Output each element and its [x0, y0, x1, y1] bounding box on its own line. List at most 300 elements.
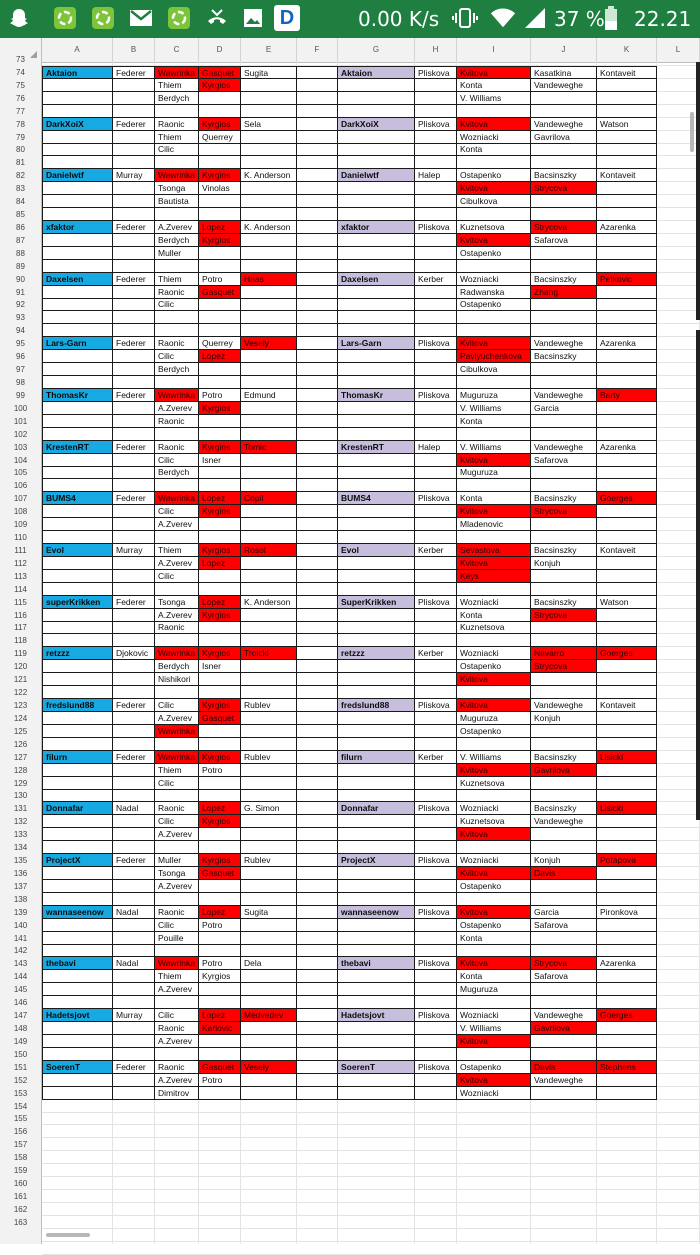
cell-c108[interactable]: Cilic: [155, 505, 199, 518]
cell-c127[interactable]: Wawrinka: [155, 751, 199, 764]
cell-f104[interactable]: [297, 454, 338, 467]
cell-g138[interactable]: [338, 893, 415, 906]
cell-e119[interactable]: Troicki: [241, 647, 297, 660]
cell-e149[interactable]: [241, 1035, 297, 1048]
cell-i135[interactable]: Wozniacki: [457, 854, 531, 867]
cell-b88[interactable]: [113, 247, 155, 260]
cell-b148[interactable]: [113, 1022, 155, 1035]
cell-f79[interactable]: [297, 131, 338, 144]
cell-j153[interactable]: [531, 1087, 597, 1100]
cell-d76[interactable]: [199, 92, 241, 105]
row-header[interactable]: 101: [13, 416, 28, 426]
cell-a126[interactable]: [42, 738, 113, 751]
cell-d104[interactable]: Isner: [199, 454, 241, 467]
cell-g121[interactable]: [338, 673, 415, 686]
cell-i136[interactable]: Kvitova: [457, 867, 531, 880]
cell-g86[interactable]: xfaktor: [338, 221, 415, 234]
cell-a99[interactable]: ThomasKr: [42, 389, 113, 402]
row-header[interactable]: 113: [14, 571, 27, 581]
cell-h146[interactable]: [415, 996, 457, 1009]
cell-c112[interactable]: A.Zverev: [155, 557, 199, 570]
cell-i131[interactable]: Wozniacki: [457, 802, 531, 815]
cell-k136[interactable]: [597, 867, 657, 880]
cell-k101[interactable]: [597, 415, 657, 428]
cell-g118[interactable]: [338, 634, 415, 647]
cell-f85[interactable]: [297, 208, 338, 221]
cell-b98[interactable]: [113, 376, 155, 389]
cell-a103[interactable]: KrestenRT: [42, 441, 113, 454]
row-header[interactable]: 159: [13, 1166, 28, 1176]
cell-j107[interactable]: Bacsinszky: [531, 492, 597, 505]
cell-h114[interactable]: [415, 583, 457, 596]
cell-f109[interactable]: [297, 518, 338, 531]
cell-e83[interactable]: [241, 182, 297, 195]
cell-e152[interactable]: [241, 1074, 297, 1087]
cell-a151[interactable]: SoerenT: [42, 1061, 113, 1074]
cell-e142[interactable]: [241, 944, 297, 957]
row-header[interactable]: 152: [13, 1075, 28, 1085]
cell-a153[interactable]: [42, 1087, 113, 1100]
cell-h76[interactable]: [415, 92, 457, 105]
cell-d126[interactable]: [199, 738, 241, 751]
cell-i120[interactable]: Ostapenko: [457, 660, 531, 673]
row-header[interactable]: 158: [13, 1153, 28, 1163]
cell-g78[interactable]: DarkXoiX: [338, 118, 415, 131]
cell-i121[interactable]: Kvitova: [457, 673, 531, 686]
cell-i90[interactable]: Wozniacki: [457, 273, 531, 286]
cell-b84[interactable]: [113, 195, 155, 208]
cell-a134[interactable]: [42, 841, 113, 854]
cell-d85[interactable]: [199, 208, 241, 221]
cell-j124[interactable]: Konjuh: [531, 712, 597, 725]
row-header[interactable]: 87: [16, 235, 25, 245]
cell-b106[interactable]: [113, 479, 155, 492]
cell-g109[interactable]: [338, 518, 415, 531]
cell-d97[interactable]: [199, 363, 241, 376]
cell-k107[interactable]: Goerges: [597, 492, 657, 505]
cell-j142[interactable]: [531, 944, 597, 957]
cell-g136[interactable]: [338, 867, 415, 880]
cell-h135[interactable]: Pliskova: [415, 854, 457, 867]
row-header[interactable]: 97: [16, 365, 25, 375]
row-header[interactable]: 117: [14, 623, 27, 633]
cell-d144[interactable]: Kyrgios: [199, 970, 241, 983]
cell-j75[interactable]: Vandeweghe: [531, 79, 597, 92]
cell-g91[interactable]: [338, 286, 415, 299]
cell-e85[interactable]: [241, 208, 297, 221]
cell-d142[interactable]: [199, 944, 241, 957]
cell-i122[interactable]: [457, 686, 531, 699]
cell-b94[interactable]: [113, 324, 155, 337]
cell-f93[interactable]: [297, 311, 338, 324]
cell-j146[interactable]: [531, 996, 597, 1009]
cell-c100[interactable]: A.Zverev: [155, 402, 199, 415]
cell-k139[interactable]: Pironkova: [597, 906, 657, 919]
cell-i108[interactable]: Kvitova: [457, 505, 531, 518]
cell-f147[interactable]: [297, 1009, 338, 1022]
cell-j100[interactable]: Garcia: [531, 402, 597, 415]
cell-h123[interactable]: Pliskova: [415, 699, 457, 712]
cell-f113[interactable]: [297, 570, 338, 583]
cell-i124[interactable]: Muguruza: [457, 712, 531, 725]
cell-k84[interactable]: [597, 195, 657, 208]
column-header-b[interactable]: B: [113, 38, 155, 62]
row-header[interactable]: 111: [14, 545, 27, 555]
cell-g119[interactable]: retzzz: [338, 647, 415, 660]
cell-d82[interactable]: Kyrgios: [199, 169, 241, 182]
cell-b126[interactable]: [113, 738, 155, 751]
cell-a95[interactable]: Lars-Garn: [42, 337, 113, 350]
cell-f125[interactable]: [297, 725, 338, 738]
cell-i152[interactable]: Kvitova: [457, 1074, 531, 1087]
cell-g79[interactable]: [338, 131, 415, 144]
cell-f118[interactable]: [297, 634, 338, 647]
cell-c76[interactable]: Berdych: [155, 92, 199, 105]
cell-h86[interactable]: Pliskova: [415, 221, 457, 234]
cell-a132[interactable]: [42, 815, 113, 828]
cell-b137[interactable]: [113, 880, 155, 893]
cell-a127[interactable]: filurn: [42, 751, 113, 764]
cell-b149[interactable]: [113, 1035, 155, 1048]
cell-a76[interactable]: [42, 92, 113, 105]
cell-i128[interactable]: Kvitova: [457, 764, 531, 777]
cell-e102[interactable]: [241, 428, 297, 441]
cell-a145[interactable]: [42, 983, 113, 996]
cell-g82[interactable]: Danielwtf: [338, 169, 415, 182]
cell-b93[interactable]: [113, 311, 155, 324]
cell-f75[interactable]: [297, 79, 338, 92]
cell-j149[interactable]: [531, 1035, 597, 1048]
cell-f82[interactable]: [297, 169, 338, 182]
cell-f107[interactable]: [297, 492, 338, 505]
cell-b143[interactable]: Nadal: [113, 957, 155, 970]
cell-g111[interactable]: Evol: [338, 544, 415, 557]
cell-h78[interactable]: Pliskova: [415, 118, 457, 131]
cell-c125[interactable]: Wawrinka: [155, 725, 199, 738]
cell-j89[interactable]: [531, 260, 597, 273]
cell-i85[interactable]: [457, 208, 531, 221]
cell-g105[interactable]: [338, 466, 415, 479]
cell-i102[interactable]: [457, 428, 531, 441]
cell-i92[interactable]: Ostapenko: [457, 298, 531, 311]
cell-i80[interactable]: Konta: [457, 143, 531, 156]
cell-f96[interactable]: [297, 350, 338, 363]
cell-e79[interactable]: [241, 131, 297, 144]
cell-e153[interactable]: [241, 1087, 297, 1100]
cell-j102[interactable]: [531, 428, 597, 441]
cell-b132[interactable]: [113, 815, 155, 828]
cell-c153[interactable]: Dimitrov: [155, 1087, 199, 1100]
cell-i77[interactable]: [457, 105, 531, 118]
cell-i126[interactable]: [457, 738, 531, 751]
cell-f146[interactable]: [297, 996, 338, 1009]
cell-g83[interactable]: [338, 182, 415, 195]
cell-k122[interactable]: [597, 686, 657, 699]
cell-d79[interactable]: Querrey: [199, 131, 241, 144]
cell-d106[interactable]: [199, 479, 241, 492]
cell-c137[interactable]: A.Zverev: [155, 880, 199, 893]
row-header[interactable]: 162: [13, 1204, 28, 1214]
cell-e86[interactable]: K. Anderson: [241, 221, 297, 234]
cell-c114[interactable]: [155, 583, 199, 596]
cell-c86[interactable]: A.Zverev: [155, 221, 199, 234]
cell-f81[interactable]: [297, 156, 338, 169]
cell-a96[interactable]: [42, 350, 113, 363]
cell-b75[interactable]: [113, 79, 155, 92]
cell-a140[interactable]: [42, 919, 113, 932]
cell-i106[interactable]: [457, 479, 531, 492]
cell-h98[interactable]: [415, 376, 457, 389]
cell-h134[interactable]: [415, 841, 457, 854]
cell-c85[interactable]: [155, 208, 199, 221]
cell-j113[interactable]: [531, 570, 597, 583]
cell-j94[interactable]: [531, 324, 597, 337]
cell-b111[interactable]: Murray: [113, 544, 155, 557]
cell-i79[interactable]: Wozniacki: [457, 131, 531, 144]
cell-e103[interactable]: Tomic: [241, 441, 297, 454]
cell-i153[interactable]: Wozniacki: [457, 1087, 531, 1100]
row-header[interactable]: 81: [16, 158, 25, 168]
cell-j84[interactable]: [531, 195, 597, 208]
cell-g84[interactable]: [338, 195, 415, 208]
cell-a152[interactable]: [42, 1074, 113, 1087]
row-header[interactable]: 99: [16, 390, 25, 400]
cell-j137[interactable]: [531, 880, 597, 893]
row-header[interactable]: 88: [16, 248, 25, 258]
cell-a88[interactable]: [42, 247, 113, 260]
cell-h122[interactable]: [415, 686, 457, 699]
cell-a150[interactable]: [42, 1048, 113, 1061]
row-header[interactable]: 150: [13, 1049, 28, 1059]
cell-c146[interactable]: [155, 996, 199, 1009]
cell-h108[interactable]: [415, 505, 457, 518]
cell-e146[interactable]: [241, 996, 297, 1009]
cell-j104[interactable]: Safarova: [531, 454, 597, 467]
row-header[interactable]: 127: [13, 752, 28, 762]
cell-j138[interactable]: [531, 893, 597, 906]
cell-g99[interactable]: ThomasKr: [338, 389, 415, 402]
cell-j120[interactable]: Strycova: [531, 660, 597, 673]
cell-d131[interactable]: Lopez: [199, 802, 241, 815]
cell-k75[interactable]: [597, 79, 657, 92]
cell-g139[interactable]: wannaseenow: [338, 906, 415, 919]
cell-d111[interactable]: Kyrgios: [199, 544, 241, 557]
cell-h125[interactable]: [415, 725, 457, 738]
cell-j126[interactable]: [531, 738, 597, 751]
cell-d137[interactable]: [199, 880, 241, 893]
cell-d119[interactable]: Kyrgios: [199, 647, 241, 660]
cell-j112[interactable]: Konjuh: [531, 557, 597, 570]
cell-e93[interactable]: [241, 311, 297, 324]
cell-i133[interactable]: Kvitova: [457, 828, 531, 841]
cell-e147[interactable]: Medvedev: [241, 1009, 297, 1022]
cell-a106[interactable]: [42, 479, 113, 492]
column-header-d[interactable]: D: [199, 38, 241, 62]
column-header-l[interactable]: L: [657, 38, 700, 62]
cell-d138[interactable]: [199, 893, 241, 906]
cell-e140[interactable]: [241, 919, 297, 932]
cell-d145[interactable]: [199, 983, 241, 996]
cell-k97[interactable]: [597, 363, 657, 376]
cell-j111[interactable]: Bacsinszky: [531, 544, 597, 557]
cell-d118[interactable]: [199, 634, 241, 647]
cell-e91[interactable]: [241, 286, 297, 299]
cell-h105[interactable]: [415, 466, 457, 479]
row-header[interactable]: 137: [13, 881, 28, 891]
cell-b122[interactable]: [113, 686, 155, 699]
cell-h74[interactable]: Pliskova: [415, 66, 457, 79]
cell-i100[interactable]: V. Williams: [457, 402, 531, 415]
cell-a98[interactable]: [42, 376, 113, 389]
cell-e110[interactable]: [241, 531, 297, 544]
cell-k83[interactable]: [597, 182, 657, 195]
cell-d112[interactable]: Lopez: [199, 557, 241, 570]
cell-e105[interactable]: [241, 466, 297, 479]
cell-f117[interactable]: [297, 621, 338, 634]
cell-g100[interactable]: [338, 402, 415, 415]
cell-g112[interactable]: [338, 557, 415, 570]
cell-h148[interactable]: [415, 1022, 457, 1035]
cell-c89[interactable]: [155, 260, 199, 273]
row-header[interactable]: 96: [16, 352, 25, 362]
cell-c129[interactable]: Cilic: [155, 777, 199, 790]
cell-a125[interactable]: [42, 725, 113, 738]
vertical-scrollbar[interactable]: [690, 112, 694, 152]
cell-k79[interactable]: [597, 131, 657, 144]
cell-j130[interactable]: [531, 789, 597, 802]
cell-f131[interactable]: [297, 802, 338, 815]
cell-f86[interactable]: [297, 221, 338, 234]
row-header[interactable]: 85: [16, 210, 25, 220]
cell-h83[interactable]: [415, 182, 457, 195]
cell-a80[interactable]: [42, 143, 113, 156]
cell-e139[interactable]: Sugita: [241, 906, 297, 919]
cell-g107[interactable]: BUMS4: [338, 492, 415, 505]
cell-e129[interactable]: [241, 777, 297, 790]
cell-j97[interactable]: [531, 363, 597, 376]
cell-e98[interactable]: [241, 376, 297, 389]
column-header-e[interactable]: E: [241, 38, 297, 62]
row-header[interactable]: 145: [13, 985, 28, 995]
cell-j77[interactable]: [531, 105, 597, 118]
cell-g102[interactable]: [338, 428, 415, 441]
cell-k80[interactable]: [597, 143, 657, 156]
cell-b107[interactable]: Federer: [113, 492, 155, 505]
cell-i86[interactable]: Kuznetsova: [457, 221, 531, 234]
cell-f88[interactable]: [297, 247, 338, 260]
cell-d152[interactable]: Potro: [199, 1074, 241, 1087]
cell-f120[interactable]: [297, 660, 338, 673]
cell-i76[interactable]: V. Williams: [457, 92, 531, 105]
row-header[interactable]: 107: [13, 494, 28, 504]
cell-c135[interactable]: Muller: [155, 854, 199, 867]
cell-b97[interactable]: [113, 363, 155, 376]
cell-d109[interactable]: [199, 518, 241, 531]
cell-b131[interactable]: Nadal: [113, 802, 155, 815]
cell-i138[interactable]: [457, 893, 531, 906]
cell-c150[interactable]: [155, 1048, 199, 1061]
cell-i117[interactable]: Kuznetsova: [457, 621, 531, 634]
cell-h153[interactable]: [415, 1087, 457, 1100]
cell-k99[interactable]: Barty: [597, 389, 657, 402]
row-header[interactable]: 163: [13, 1217, 28, 1227]
cell-k90[interactable]: Petkovic: [597, 273, 657, 286]
cell-g85[interactable]: [338, 208, 415, 221]
cell-i125[interactable]: Ostapenko: [457, 725, 531, 738]
cell-h112[interactable]: [415, 557, 457, 570]
row-header[interactable]: 123: [13, 701, 28, 710]
cell-k121[interactable]: [597, 673, 657, 686]
cell-a86[interactable]: xfaktor: [42, 221, 113, 234]
cell-k89[interactable]: [597, 260, 657, 273]
cell-e104[interactable]: [241, 454, 297, 467]
cell-i101[interactable]: Konta: [457, 415, 531, 428]
cell-i130[interactable]: [457, 789, 531, 802]
cell-g89[interactable]: [338, 260, 415, 273]
row-header[interactable]: 98: [16, 378, 25, 387]
cell-g110[interactable]: [338, 531, 415, 544]
cell-a112[interactable]: [42, 557, 113, 570]
cell-f151[interactable]: [297, 1061, 338, 1074]
cell-i91[interactable]: Radwanska: [457, 286, 531, 299]
cell-a92[interactable]: [42, 298, 113, 311]
cell-g96[interactable]: [338, 350, 415, 363]
cell-g137[interactable]: [338, 880, 415, 893]
cell-d123[interactable]: Kyrgios: [199, 699, 241, 712]
row-header[interactable]: 95: [16, 339, 25, 349]
cell-e130[interactable]: [241, 789, 297, 802]
cell-b123[interactable]: Federer: [113, 699, 155, 712]
cell-f92[interactable]: [297, 298, 338, 311]
cell-d98[interactable]: [199, 376, 241, 389]
cell-j140[interactable]: Safarova: [531, 919, 597, 932]
cell-g128[interactable]: [338, 764, 415, 777]
cell-k96[interactable]: [597, 350, 657, 363]
cell-a135[interactable]: ProjectX: [42, 854, 113, 867]
cell-a117[interactable]: [42, 621, 113, 634]
cell-k153[interactable]: [597, 1087, 657, 1100]
row-header[interactable]: 94: [16, 326, 25, 336]
cell-d92[interactable]: [199, 298, 241, 311]
cell-a115[interactable]: superKrikken: [42, 596, 113, 609]
row-header[interactable]: 78: [16, 119, 25, 129]
cell-j144[interactable]: Safarova: [531, 970, 597, 983]
cell-k149[interactable]: [597, 1035, 657, 1048]
cell-e109[interactable]: [241, 518, 297, 531]
cell-d139[interactable]: Lopez: [199, 906, 241, 919]
cell-c110[interactable]: [155, 531, 199, 544]
cell-f84[interactable]: [297, 195, 338, 208]
cell-b79[interactable]: [113, 131, 155, 144]
cell-i95[interactable]: Kvitova: [457, 337, 531, 350]
cell-b112[interactable]: [113, 557, 155, 570]
row-header[interactable]: 134: [13, 843, 28, 853]
cell-j90[interactable]: Bacsinszky: [531, 273, 597, 286]
cell-d132[interactable]: Kyrgios: [199, 815, 241, 828]
cell-c147[interactable]: Cilic: [155, 1009, 199, 1022]
cell-c75[interactable]: Thiem: [155, 79, 199, 92]
cell-j74[interactable]: Kasatkina: [531, 66, 597, 79]
cell-f91[interactable]: [297, 286, 338, 299]
cell-i103[interactable]: V. Williams: [457, 441, 531, 454]
cell-k94[interactable]: [597, 324, 657, 337]
cell-k142[interactable]: [597, 944, 657, 957]
cell-i107[interactable]: Konta: [457, 492, 531, 505]
cell-e131[interactable]: G. Simon: [241, 802, 297, 815]
cell-g108[interactable]: [338, 505, 415, 518]
cell-k106[interactable]: [597, 479, 657, 492]
cell-g141[interactable]: [338, 932, 415, 945]
